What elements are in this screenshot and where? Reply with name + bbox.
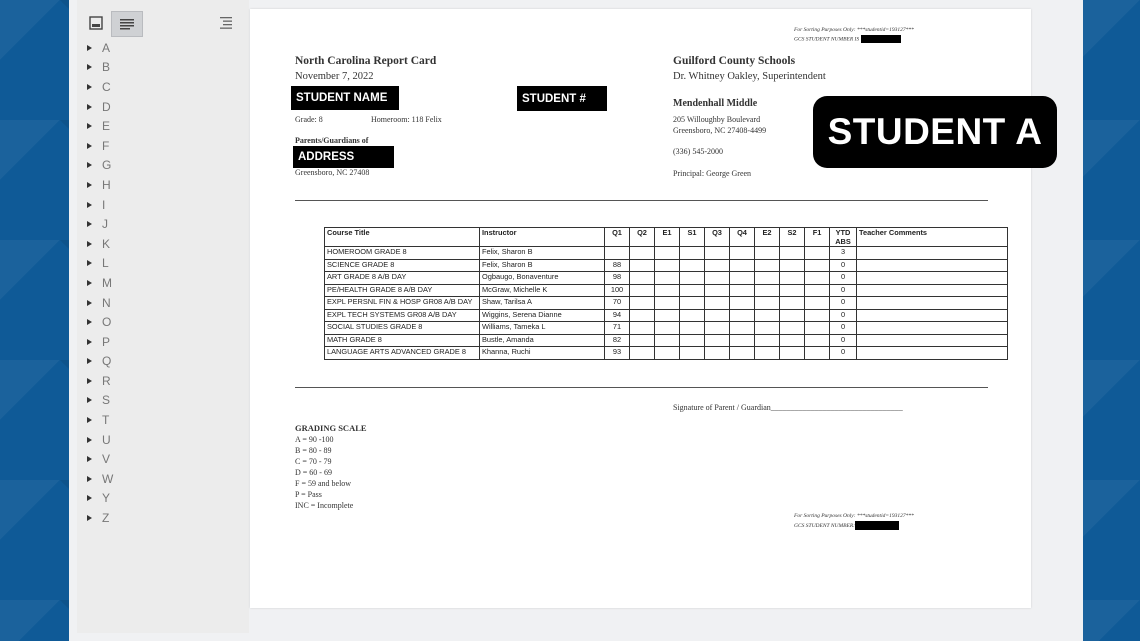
bookmark-item[interactable] — [87, 254, 113, 274]
expand-arrow-icon[interactable] — [87, 182, 92, 188]
course-title-cell: ART GRADE 8 A/B DAY — [325, 272, 480, 285]
bookmark-item[interactable] — [87, 352, 113, 372]
gcs-number-top: GCS STUDENT NUMBER IS — [794, 35, 901, 43]
bookmark-item[interactable] — [87, 214, 113, 234]
expand-arrow-icon[interactable] — [87, 476, 92, 482]
empty-cell — [755, 309, 780, 322]
expand-arrow-icon[interactable] — [87, 339, 92, 345]
empty-cell — [730, 309, 755, 322]
table-row — [325, 247, 1008, 260]
instructor-cell: Shaw, Tarilsa A — [480, 297, 605, 310]
document-viewer — [69, 0, 1083, 641]
bookmark-item[interactable] — [87, 391, 113, 411]
empty-cell — [780, 297, 805, 310]
bookmark-item[interactable] — [87, 195, 113, 215]
column-header: S1 — [680, 228, 705, 247]
empty-cell — [655, 297, 680, 310]
column-header: E2 — [755, 228, 780, 247]
bookmark-label: N — [102, 295, 111, 310]
empty-cell — [805, 272, 830, 285]
empty-cell — [755, 284, 780, 297]
column-header: E1 — [655, 228, 680, 247]
empty-cell — [680, 347, 705, 360]
empty-cell — [755, 347, 780, 360]
bookmark-label: U — [102, 432, 111, 447]
sorting-note-bottom: For Sorting Purposes Only: ***studentid=193127*** — [794, 513, 914, 519]
instructor-cell: McGraw, Michelle K — [480, 284, 605, 297]
table-row — [325, 347, 1008, 360]
bookmark-item[interactable] — [87, 38, 113, 58]
expand-arrow-icon[interactable] — [87, 417, 92, 423]
expand-arrow-icon[interactable] — [87, 319, 92, 325]
expand-arrow-icon[interactable] — [87, 397, 92, 403]
expand-arrow-icon[interactable] — [87, 495, 92, 501]
empty-cell — [857, 247, 1008, 260]
empty-cell — [655, 334, 680, 347]
column-header: F1 — [805, 228, 830, 247]
expand-arrow-icon[interactable] — [87, 45, 92, 51]
homeroom: Homeroom: 118 Felix — [371, 115, 442, 124]
column-header: Course Title — [325, 228, 480, 247]
school-phone: (336) 545-2000 — [673, 147, 723, 156]
q1-grade-cell: 71 — [605, 322, 630, 335]
empty-cell — [730, 347, 755, 360]
bookmark-label: T — [102, 413, 110, 428]
empty-cell — [730, 334, 755, 347]
empty-cell — [755, 259, 780, 272]
ytd-absences-cell: 0 — [830, 297, 857, 310]
expand-arrow-icon[interactable] — [87, 280, 92, 286]
empty-cell — [857, 347, 1008, 360]
bookmark-item[interactable] — [87, 58, 113, 78]
bookmark-item[interactable] — [87, 77, 113, 97]
ytd-absences-cell: 3 — [830, 247, 857, 260]
instructor-cell: Williams, Tameka L — [480, 322, 605, 335]
list-icon — [119, 18, 135, 30]
bookmark-item[interactable] — [87, 97, 113, 117]
divider-bottom — [295, 387, 988, 388]
column-header: Q4 — [730, 228, 755, 247]
ytd-absences-cell: 0 — [830, 309, 857, 322]
school-system: Guilford County Schools — [673, 55, 796, 67]
column-header: S2 — [780, 228, 805, 247]
expand-arrow-icon[interactable] — [87, 515, 92, 521]
course-title-cell: EXPL PERSNL FIN & HOSP GR08 A/B DAY — [325, 297, 480, 310]
q1-grade-cell: 70 — [605, 297, 630, 310]
expand-arrow-icon[interactable] — [87, 456, 92, 462]
bookmark-label: H — [102, 177, 111, 192]
ytd-absences-cell: 0 — [830, 272, 857, 285]
bookmark-label: M — [102, 275, 112, 290]
expand-arrow-icon[interactable] — [87, 123, 92, 129]
expand-outline-button[interactable] — [213, 12, 239, 34]
empty-cell — [705, 247, 730, 260]
bookmark-label: B — [102, 60, 111, 75]
bookmark-item[interactable] — [87, 234, 113, 254]
empty-cell — [630, 347, 655, 360]
ytd-absences-cell: 0 — [830, 259, 857, 272]
empty-cell — [755, 334, 780, 347]
bookmark-label: O — [102, 315, 112, 330]
empty-cell — [780, 272, 805, 285]
bookmark-label: G — [102, 158, 112, 173]
empty-cell — [857, 322, 1008, 335]
expand-arrow-icon[interactable] — [87, 202, 92, 208]
empty-cell — [680, 247, 705, 260]
expand-arrow-icon[interactable] — [87, 358, 92, 364]
empty-cell — [805, 347, 830, 360]
sorting-note-top: For Sorting Purposes Only: ***studentid=193127*** — [794, 27, 914, 33]
empty-cell — [680, 259, 705, 272]
ytd-absences-cell: 0 — [830, 347, 857, 360]
bookmark-label: Y — [102, 491, 111, 506]
empty-cell — [630, 309, 655, 322]
empty-cell — [805, 334, 830, 347]
bookmark-label: E — [102, 119, 111, 134]
bookmark-label: I — [102, 197, 106, 212]
empty-cell — [780, 259, 805, 272]
course-title-cell: EXPL TECH SYSTEMS GR08 A/B DAY — [325, 309, 480, 322]
column-header: YTD ABS — [830, 228, 857, 247]
empty-cell — [705, 334, 730, 347]
empty-cell — [755, 272, 780, 285]
outline-view-button[interactable] — [111, 11, 143, 37]
principal: Principal: George Green — [673, 169, 752, 178]
empty-cell — [730, 297, 755, 310]
table-row — [325, 322, 1008, 335]
bookmark-label: D — [102, 99, 111, 114]
report-title: North Carolina Report Card — [295, 55, 437, 67]
expand-arrow-icon[interactable] — [87, 378, 92, 384]
student-number-redaction: STUDENT # — [517, 86, 607, 111]
expand-arrow-icon[interactable] — [87, 143, 92, 149]
empty-cell — [655, 259, 680, 272]
course-title-cell: SOCIAL STUDIES GRADE 8 — [325, 322, 480, 335]
grading-scale-item: C = 70 - 79 — [295, 457, 332, 466]
instructor-cell: Felix, Sharon B — [480, 259, 605, 272]
course-title-cell: MATH GRADE 8 — [325, 334, 480, 347]
report-card-page — [250, 9, 1043, 608]
empty-cell — [655, 272, 680, 285]
bookmark-label: K — [102, 236, 111, 251]
empty-cell — [655, 309, 680, 322]
q1-grade-cell: 94 — [605, 309, 630, 322]
empty-cell — [780, 247, 805, 260]
instructor-cell: Bustle, Amanda — [480, 334, 605, 347]
empty-cell — [705, 284, 730, 297]
instructor-cell: Wiggins, Serena Dianne — [480, 309, 605, 322]
column-header: Teacher Comments — [857, 228, 1008, 247]
empty-cell — [780, 322, 805, 335]
signature-line: Signature of Parent / Guardian_________________________________ — [673, 403, 903, 412]
bookmark-item[interactable] — [87, 430, 113, 450]
empty-cell — [705, 309, 730, 322]
city-line: Greensboro, NC 27408 — [295, 168, 370, 177]
empty-cell — [857, 259, 1008, 272]
grade-level: Grade: 8 — [295, 115, 323, 124]
empty-cell — [630, 284, 655, 297]
school-address-1: 205 Willoughby Boulevard — [673, 115, 761, 124]
bookmark-label: C — [102, 79, 111, 94]
empty-cell — [857, 309, 1008, 322]
bookmark-label: F — [102, 138, 110, 153]
expand-arrow-icon[interactable] — [87, 64, 92, 70]
table-row — [325, 284, 1008, 297]
empty-cell — [630, 247, 655, 260]
bookmark-item[interactable] — [87, 371, 113, 391]
empty-cell — [655, 247, 680, 260]
empty-cell — [730, 284, 755, 297]
column-header: Q1 — [605, 228, 630, 247]
q1-grade-cell: 93 — [605, 347, 630, 360]
expand-arrow-icon[interactable] — [87, 241, 92, 247]
empty-cell — [805, 322, 830, 335]
bookmark-label: A — [102, 40, 111, 55]
empty-cell — [857, 272, 1008, 285]
empty-cell — [805, 247, 830, 260]
expand-arrow-icon[interactable] — [87, 221, 92, 227]
bookmark-item[interactable] — [87, 312, 113, 332]
bookmark-label: Z — [102, 511, 110, 526]
column-header: Instructor — [480, 228, 605, 247]
grading-scale-item: P = Pass — [295, 490, 322, 499]
empty-cell — [705, 259, 730, 272]
tree-expand-icon — [219, 16, 233, 30]
empty-cell — [630, 322, 655, 335]
course-title-cell: SCIENCE GRADE 8 — [325, 259, 480, 272]
empty-cell — [780, 284, 805, 297]
empty-cell — [680, 272, 705, 285]
column-header: Q3 — [705, 228, 730, 247]
empty-cell — [730, 322, 755, 335]
empty-cell — [655, 347, 680, 360]
empty-cell — [680, 284, 705, 297]
expand-arrow-icon[interactable] — [87, 260, 92, 266]
empty-cell — [680, 297, 705, 310]
grading-scale-item: INC = Incomplete — [295, 501, 354, 510]
thumbnail-view-button[interactable] — [83, 12, 109, 34]
q1-grade-cell — [605, 247, 630, 260]
bookmark-item[interactable] — [87, 136, 113, 156]
empty-cell — [755, 322, 780, 335]
empty-cell — [730, 259, 755, 272]
empty-cell — [705, 347, 730, 360]
q1-grade-cell: 82 — [605, 334, 630, 347]
empty-cell — [630, 297, 655, 310]
bookmark-label: P — [102, 334, 111, 349]
expand-arrow-icon[interactable] — [87, 437, 92, 443]
expand-arrow-icon[interactable] — [87, 162, 92, 168]
instructor-cell: Khanna, Ruchi — [480, 347, 605, 360]
bookmark-sidebar — [77, 0, 249, 633]
bookmark-item[interactable] — [87, 489, 113, 509]
empty-cell — [730, 247, 755, 260]
empty-cell — [630, 259, 655, 272]
bookmark-label: L — [102, 256, 109, 271]
empty-cell — [705, 297, 730, 310]
ytd-absences-cell: 0 — [830, 322, 857, 335]
school-name: Mendenhall Middle — [673, 98, 758, 109]
bookmark-item[interactable] — [87, 273, 113, 293]
bookmark-label: J — [102, 217, 108, 232]
address-redaction: ADDRESS — [293, 146, 394, 168]
empty-cell — [705, 322, 730, 335]
grading-scale-list — [295, 434, 353, 511]
empty-cell — [655, 322, 680, 335]
course-title-cell: LANGUAGE ARTS ADVANCED GRADE 8 — [325, 347, 480, 360]
column-header: Q2 — [630, 228, 655, 247]
empty-cell — [655, 284, 680, 297]
report-date: November 7, 2022 — [295, 71, 374, 82]
grading-scale-item: A = 90 -100 — [295, 435, 334, 444]
student-name-redaction: STUDENT NAME — [291, 86, 399, 110]
expand-arrow-icon[interactable] — [87, 300, 92, 306]
bookmark-item[interactable] — [87, 156, 113, 176]
grades-table — [324, 227, 1008, 360]
empty-cell — [805, 284, 830, 297]
empty-cell — [680, 334, 705, 347]
grading-scale-item: D = 60 - 69 — [295, 468, 332, 477]
parents-label: Parents/Guardians of — [295, 136, 369, 145]
empty-cell — [780, 334, 805, 347]
empty-cell — [805, 259, 830, 272]
grading-scale-item: B = 80 - 89 — [295, 446, 332, 455]
table-row — [325, 272, 1008, 285]
grading-scale-item: F = 59 and below — [295, 479, 352, 488]
empty-cell — [680, 309, 705, 322]
course-title-cell: HOMEROOM GRADE 8 — [325, 247, 480, 260]
bookmark-item[interactable] — [87, 175, 113, 195]
bookmark-item[interactable] — [87, 332, 113, 352]
bookmark-item[interactable] — [87, 293, 113, 313]
bookmark-label: Q — [102, 354, 112, 369]
thumbnail-icon — [89, 16, 103, 30]
empty-cell — [755, 297, 780, 310]
bookmark-item[interactable] — [87, 116, 113, 136]
bookmark-label: S — [102, 393, 111, 408]
ytd-absences-cell: 0 — [830, 334, 857, 347]
table-row — [325, 334, 1008, 347]
bookmark-label: V — [102, 452, 111, 467]
empty-cell — [805, 297, 830, 310]
empty-cell — [730, 272, 755, 285]
empty-cell — [705, 272, 730, 285]
expand-arrow-icon[interactable] — [87, 84, 92, 90]
empty-cell — [857, 297, 1008, 310]
bookmark-label: R — [102, 373, 111, 388]
course-title-cell: PE/HEALTH GRADE 8 A/B DAY — [325, 284, 480, 297]
empty-cell — [780, 309, 805, 322]
redaction-bar — [861, 35, 901, 43]
gcs-number-bottom: GCS STUDENT NUMBER: — [794, 521, 899, 530]
empty-cell — [755, 247, 780, 260]
student-label-overlay: STUDENT A — [813, 96, 1057, 168]
grading-scale-title: GRADING SCALE — [295, 423, 367, 433]
bookmark-item[interactable] — [87, 410, 113, 430]
redaction-bar — [855, 521, 899, 530]
school-address-2: Greensboro, NC 27408-4499 — [673, 126, 767, 135]
empty-cell — [630, 272, 655, 285]
table-row — [325, 309, 1008, 322]
table-row — [325, 297, 1008, 310]
expand-arrow-icon[interactable] — [87, 104, 92, 110]
q1-grade-cell: 98 — [605, 272, 630, 285]
bookmark-item[interactable] — [87, 449, 113, 469]
table-header-row — [325, 228, 1008, 247]
ytd-absences-cell: 0 — [830, 284, 857, 297]
bookmark-label: W — [102, 471, 114, 486]
bookmark-item[interactable] — [87, 508, 113, 528]
empty-cell — [857, 334, 1008, 347]
q1-grade-cell: 100 — [605, 284, 630, 297]
empty-cell — [630, 334, 655, 347]
instructor-cell: Felix, Sharon B — [480, 247, 605, 260]
bookmark-item[interactable] — [87, 469, 113, 489]
empty-cell — [805, 309, 830, 322]
empty-cell — [680, 322, 705, 335]
q1-grade-cell: 88 — [605, 259, 630, 272]
divider-top — [295, 200, 988, 201]
bookmark-list — [87, 38, 113, 528]
empty-cell — [780, 347, 805, 360]
superintendent: Dr. Whitney Oakley, Superintendent — [673, 71, 826, 82]
instructor-cell: Ogbaugo, Bonaventure — [480, 272, 605, 285]
table-row — [325, 259, 1008, 272]
empty-cell — [857, 284, 1008, 297]
